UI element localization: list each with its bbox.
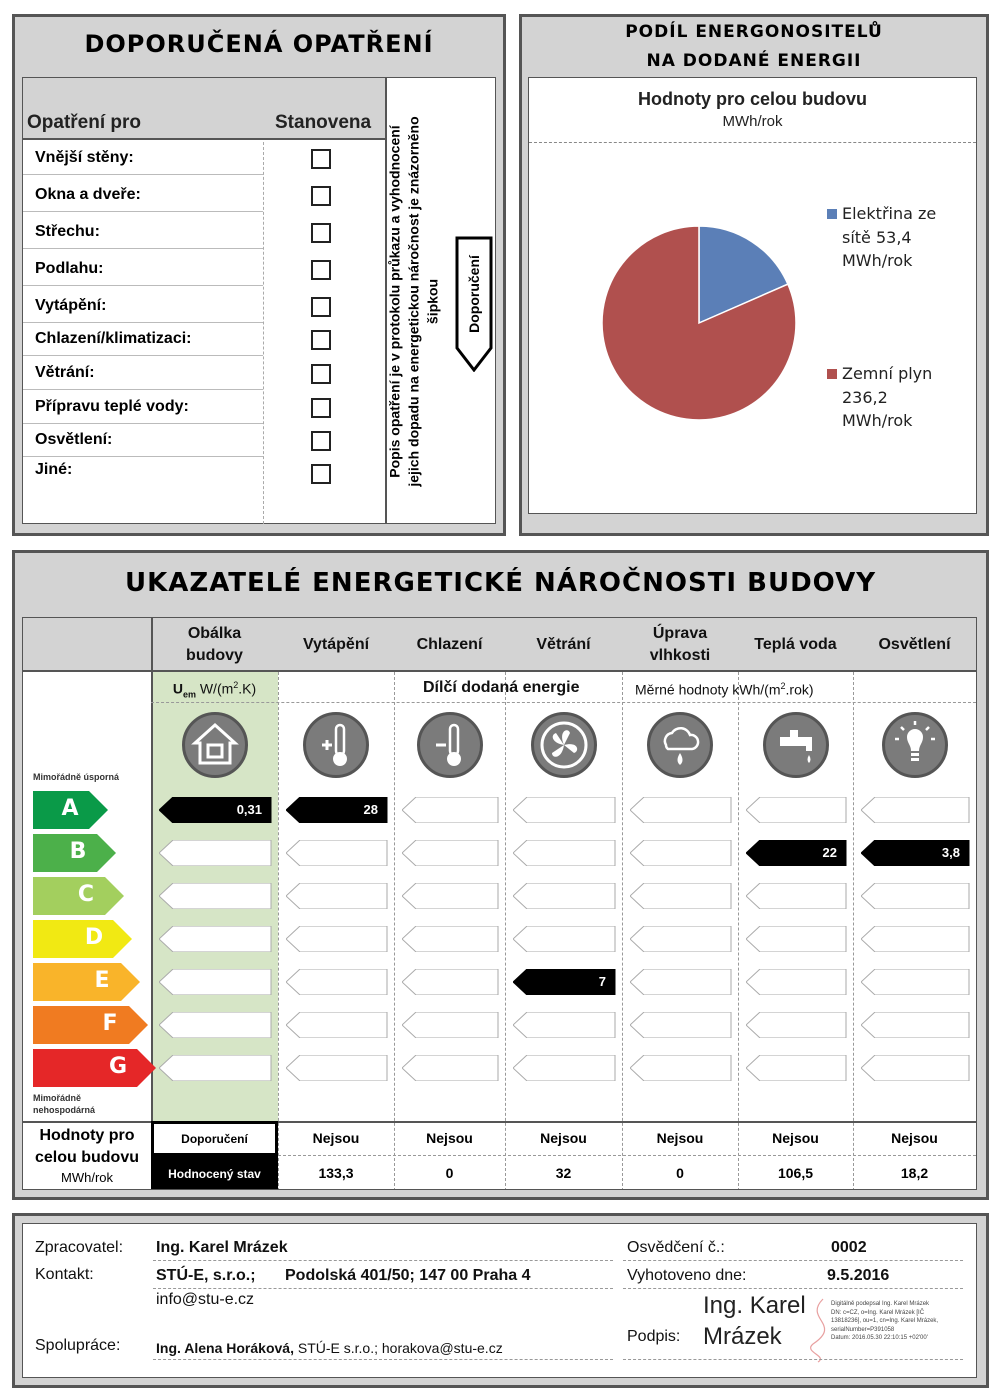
chart-title: Hodnoty pro celou budovu xyxy=(638,89,867,109)
side-note-line-2: jejich dopadu na energetickou náročnost je znázorněno xyxy=(405,116,422,487)
signature-meta-3: 13818236], ou=1, cn=Ing. Karel Mrázek, xyxy=(831,1318,939,1324)
sign-underline xyxy=(623,1359,963,1360)
recommendation-arrow xyxy=(455,236,493,372)
empty-pointer xyxy=(159,883,272,909)
scale-bottom-line-2: nehospodárná xyxy=(33,1105,96,1115)
energy-class-letter: D xyxy=(84,925,104,950)
empty-pointer xyxy=(861,1055,970,1081)
empty-pointer xyxy=(746,797,847,823)
col-set-header: Stanovena xyxy=(275,112,372,133)
measure-label: Přípravu teplé vody: xyxy=(35,398,189,415)
measure-checkbox[interactable] xyxy=(311,464,331,484)
coop-underline xyxy=(153,1359,613,1360)
pointer-value: 22 xyxy=(822,845,837,860)
energy-share-title-2: NA DODANÉ ENERGII xyxy=(646,51,862,71)
measure-label: Jiné: xyxy=(35,461,73,478)
scale-top-label: Mimořádně úsporná xyxy=(33,772,120,782)
light-bulb-icon xyxy=(882,712,948,778)
column-header: Obálka budovy xyxy=(186,625,243,664)
measure-checkbox[interactable] xyxy=(311,330,331,350)
recommend-value: Nejsou xyxy=(312,1130,360,1146)
empty-pointer xyxy=(861,883,970,909)
side-note-line-3: šipkou xyxy=(424,278,441,325)
empty-pointer xyxy=(746,883,847,909)
empty-pointer xyxy=(861,969,970,995)
measure-label: Vnější stěny: xyxy=(35,149,134,166)
issued-label: Vyhotoveno dne: xyxy=(627,1267,747,1284)
issued-underline xyxy=(623,1288,963,1289)
empty-pointer xyxy=(402,840,499,866)
thermometer-minus-icon xyxy=(417,712,483,778)
column-divider xyxy=(738,672,739,1190)
column-divider xyxy=(278,672,279,1190)
contact-label: Kontakt: xyxy=(35,1266,94,1283)
legend-text: Zemní plyn xyxy=(842,364,933,383)
indicators-table xyxy=(22,617,977,1190)
energy-class-d xyxy=(33,920,133,958)
uem-unit-sup: 2 xyxy=(233,680,239,690)
empty-pointer xyxy=(746,1055,847,1081)
whole-building-line-2: celou budovu xyxy=(35,1149,139,1166)
column-header: Vytápění xyxy=(302,636,370,653)
measure-checkbox[interactable] xyxy=(311,431,331,451)
measure-row xyxy=(23,357,263,390)
signature-meta-4: serialNumber=P391058 xyxy=(831,1326,895,1333)
empty-pointer xyxy=(159,840,272,866)
column-header: Teplá voda xyxy=(754,636,837,653)
measure-checkbox[interactable] xyxy=(311,297,331,317)
empty-pointer xyxy=(746,969,847,995)
empty-pointer xyxy=(746,1012,847,1038)
signature-name xyxy=(703,1290,806,1352)
signature-name-line-1: Ing. Karel xyxy=(703,1292,806,1319)
empty-pointer xyxy=(513,1055,616,1081)
issued-date: 9.5.2016 xyxy=(827,1267,890,1284)
column-divider xyxy=(853,672,854,1190)
measure-label: Podlahu: xyxy=(35,260,104,277)
recommended-title: DOPORUČENÁ OPATŘENÍ xyxy=(84,30,434,58)
measure-checkbox[interactable] xyxy=(311,149,331,169)
uem-subscript: em xyxy=(182,689,196,700)
scale-bottom-line-1: Mimořádně xyxy=(33,1093,82,1103)
rated-value: 106,5 xyxy=(777,1165,814,1181)
signature-meta-2: DN: c=CZ, o=Ing. Karel Mrázek [IČ xyxy=(831,1309,925,1316)
pointer-value: 0,31 xyxy=(236,802,262,817)
legend-text: sítě 53,4 xyxy=(842,227,912,247)
measure-label: Osvětlení: xyxy=(35,431,113,448)
coop-rest: STÚ-E s.r.o.; horakova@stu-e.cz xyxy=(293,1340,503,1356)
empty-pointer xyxy=(861,797,970,823)
measure-checkbox[interactable] xyxy=(311,260,331,280)
contact-email: info@stu-e.cz xyxy=(156,1291,255,1308)
humidity-cloud-icon xyxy=(647,712,713,778)
energy-class-letter: A xyxy=(61,796,79,821)
empty-pointer xyxy=(402,1055,499,1081)
processor-underline xyxy=(153,1260,613,1261)
signature-meta-5: Datum: 2016.05.30 22:10:15 +02'00' xyxy=(831,1335,928,1341)
signature-meta-1: Digitálně podepsal Ing. Karel Mrázek xyxy=(831,1301,930,1307)
uem-label xyxy=(151,680,278,699)
specific-label-sup: 2 xyxy=(780,681,786,691)
measure-row xyxy=(23,424,263,457)
cert-label: Osvědčení č.: xyxy=(627,1239,725,1256)
measure-row xyxy=(23,216,263,249)
measure-label: Okna a dveře: xyxy=(35,186,141,203)
recommend-value: Nejsou xyxy=(772,1130,819,1146)
measure-checkbox[interactable] xyxy=(311,186,331,206)
partial-energy-label: Dílčí dodaná energie xyxy=(423,679,580,696)
legend-text: 236,2 xyxy=(842,387,888,407)
empty-pointer xyxy=(286,883,388,909)
empty-pointer xyxy=(861,926,970,952)
measure-label: Větrání: xyxy=(35,364,95,381)
empty-pointer xyxy=(402,926,499,952)
empty-pointer xyxy=(513,926,616,952)
specific-values-label xyxy=(635,681,814,698)
rated-value: 0 xyxy=(676,1165,684,1181)
empty-pointer xyxy=(861,1012,970,1038)
water-tap-icon xyxy=(763,712,829,778)
signature-meta xyxy=(831,1300,938,1343)
units-divider xyxy=(151,702,976,703)
pie-chart xyxy=(599,223,799,423)
empty-pointer xyxy=(513,883,616,909)
value-pointer xyxy=(746,840,847,866)
energy-class-letter: G xyxy=(108,1054,128,1079)
empty-pointer xyxy=(513,1012,616,1038)
col-measure-header: Opatření pro xyxy=(27,112,142,133)
empty-pointer xyxy=(630,840,732,866)
energy-class-letter: F xyxy=(102,1011,118,1036)
measure-row xyxy=(23,179,263,212)
scale-bottom-label xyxy=(33,1092,95,1116)
value-pointer xyxy=(286,797,388,823)
energy-class-a xyxy=(33,791,109,829)
empty-pointer xyxy=(513,797,616,823)
processor-label: Zpracovatel: xyxy=(35,1239,124,1256)
specific-label-text: Měrné hodnoty kWh/(m xyxy=(635,681,781,698)
recommend-state-box: Doporučení xyxy=(151,1121,278,1156)
cert-number: 0002 xyxy=(831,1239,867,1256)
side-note-line-1: Popis opatření je v protokolu průkazu a vyhodnocení xyxy=(386,125,403,478)
measure-checkbox[interactable] xyxy=(311,364,331,384)
legend-swatch xyxy=(827,369,837,379)
energy-class-g xyxy=(33,1049,157,1087)
column-header: Chlazení xyxy=(416,636,483,653)
uem-symbol: U xyxy=(172,680,183,697)
legend-text: Elektřina ze xyxy=(842,204,937,223)
empty-pointer xyxy=(286,969,388,995)
empty-pointer xyxy=(402,969,499,995)
column-divider xyxy=(394,672,395,1190)
measure-label: Vytápění: xyxy=(35,297,107,314)
empty-pointer xyxy=(630,883,732,909)
cert-underline xyxy=(623,1260,963,1261)
column-divider xyxy=(622,672,623,1190)
specific-label-end: .rok) xyxy=(785,681,814,698)
empty-pointer xyxy=(286,926,388,952)
energy-class-letter: C xyxy=(77,882,95,907)
empty-pointer xyxy=(402,797,499,823)
rated-value: 0 xyxy=(445,1165,454,1181)
coop-label: Spolupráce: xyxy=(35,1337,121,1354)
measure-row xyxy=(23,391,263,424)
bottom-row-divider xyxy=(278,1155,976,1156)
uem-unit: W/(m xyxy=(199,680,234,697)
legend-text: MWh/rok xyxy=(842,251,913,270)
measure-checkbox[interactable] xyxy=(311,223,331,243)
recommend-value: Nejsou xyxy=(540,1130,587,1146)
measure-row xyxy=(23,457,263,490)
empty-pointer xyxy=(286,1012,388,1038)
column-divider xyxy=(151,618,153,1190)
empty-pointer xyxy=(402,1012,499,1038)
rated-state-box: Hodnocený stav xyxy=(151,1156,278,1190)
rated-value: 18,2 xyxy=(900,1165,929,1181)
recommendation-arrow-label: Doporučení xyxy=(466,255,482,333)
side-note xyxy=(386,78,449,524)
legend-swatch xyxy=(827,209,837,219)
empty-pointer xyxy=(286,840,388,866)
energy-class-f xyxy=(33,1006,149,1044)
energy-class-b xyxy=(33,834,117,872)
whole-building-unit: MWh/rok xyxy=(61,1170,113,1185)
recommend-value: Nejsou xyxy=(891,1130,938,1146)
coop-name: Ing. Alena Horáková, xyxy=(156,1340,294,1356)
energy-class-e xyxy=(33,963,141,1001)
value-pointer xyxy=(513,969,616,995)
rated-value: 32 xyxy=(555,1165,572,1181)
measure-row xyxy=(23,253,263,286)
value-pointer xyxy=(159,797,272,823)
column-divider xyxy=(505,672,506,1190)
empty-pointer xyxy=(159,969,272,995)
whole-building-label xyxy=(23,1125,151,1187)
legend-text: MWh/rok xyxy=(842,411,913,430)
empty-pointer xyxy=(159,1055,272,1081)
recommend-value: Nejsou xyxy=(426,1130,473,1146)
contact-underline xyxy=(153,1288,613,1289)
measure-label: Chlazení/klimatizaci: xyxy=(35,330,192,347)
pointer-value: 3,8 xyxy=(941,845,960,860)
empty-pointer xyxy=(159,926,272,952)
measure-checkbox[interactable] xyxy=(311,398,331,418)
col-divider xyxy=(263,142,264,524)
chart-unit: MWh/rok xyxy=(722,113,783,130)
energy-share-title-1: PODÍL ENERGONOSITELŮ xyxy=(625,22,883,42)
measure-label: Střechu: xyxy=(35,223,100,240)
thermometer-plus-icon xyxy=(303,712,369,778)
energy-share-chart-area xyxy=(528,77,977,514)
value-pointer xyxy=(861,840,970,866)
chart-title-divider xyxy=(529,142,976,143)
uem-unit-end: .K) xyxy=(238,680,257,697)
empty-pointer xyxy=(159,1012,272,1038)
empty-pointer xyxy=(630,1055,732,1081)
pointer-value: 28 xyxy=(363,802,378,817)
energy-class-letter: E xyxy=(94,968,110,993)
measure-row xyxy=(23,142,263,175)
empty-pointer xyxy=(630,1012,732,1038)
empty-pointer xyxy=(286,1055,388,1081)
rated-value: 133,3 xyxy=(318,1165,354,1181)
company-address: Podolská 401/50; 147 00 Praha 4 xyxy=(285,1267,531,1284)
coop-info xyxy=(156,1340,503,1356)
pointer-value: 7 xyxy=(598,974,606,989)
measure-row xyxy=(23,323,263,356)
empty-pointer xyxy=(513,840,616,866)
footer-content xyxy=(22,1223,977,1378)
signature-name-line-2: Mrázek xyxy=(703,1323,782,1350)
column-header: Větrání xyxy=(536,636,591,653)
energy-class-letter: B xyxy=(69,839,87,864)
whole-building-line-1: Hodnoty pro xyxy=(39,1127,135,1144)
measure-row xyxy=(23,290,263,323)
empty-pointer xyxy=(402,883,499,909)
sign-label: Podpis: xyxy=(627,1328,681,1345)
indicators-title: UKAZATELÉ ENERGETICKÉ NÁROČNOSTI BUDOVY xyxy=(124,568,877,598)
company-name: STÚ-E, s.r.o.; xyxy=(156,1267,256,1284)
fan-icon xyxy=(531,712,597,778)
empty-pointer xyxy=(630,926,732,952)
processor-name: Ing. Karel Mrázek xyxy=(156,1239,288,1256)
energy-class-c xyxy=(33,877,125,915)
recommend-value: Nejsou xyxy=(656,1130,704,1146)
recommended-table xyxy=(22,77,496,524)
column-header: Osvětlení xyxy=(878,636,951,653)
column-header: Úprava vlhkosti xyxy=(649,625,711,664)
house-icon xyxy=(182,712,248,778)
empty-pointer xyxy=(746,926,847,952)
empty-pointer xyxy=(630,969,732,995)
empty-pointer xyxy=(630,797,732,823)
